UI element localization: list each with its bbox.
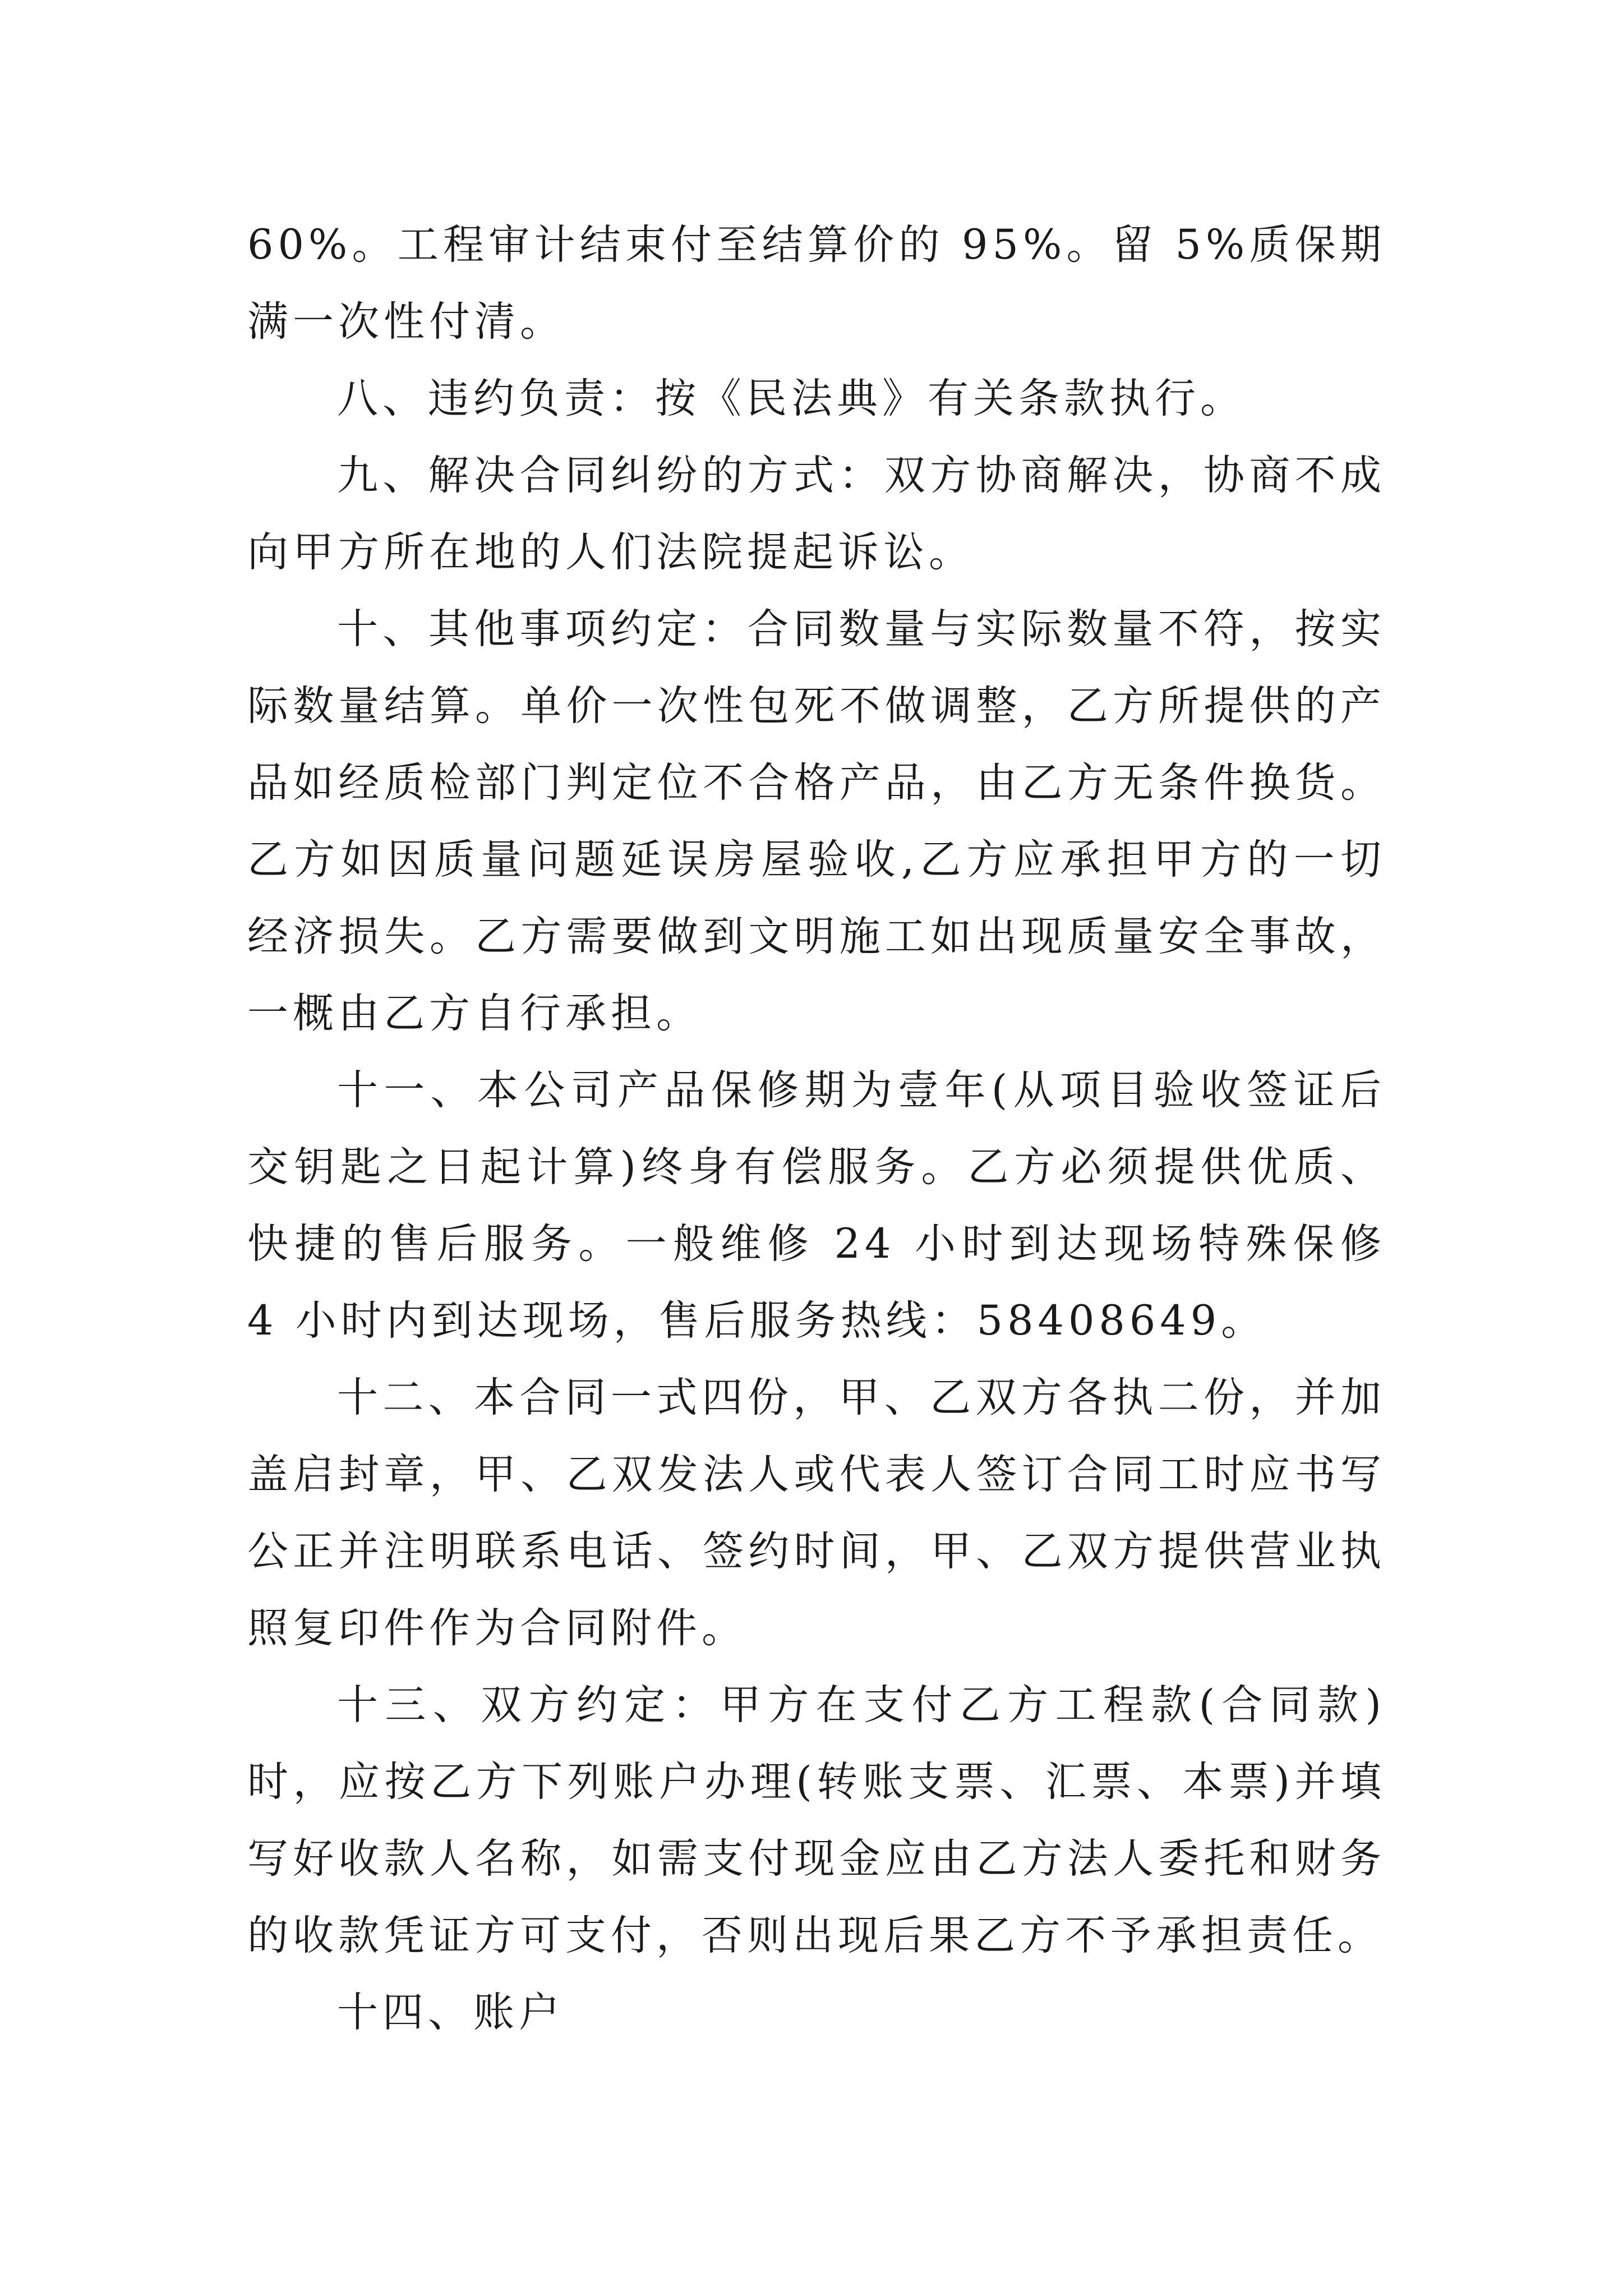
paragraph-clause-14-account: 十四、账户: [337, 1989, 564, 2036]
paragraph-clause-13-payment-method: 十三、双方约定：甲方在支付乙方工程款(合同款)时，应按乙方下列账户办理(转账支票、汇票、本票)并填写好收款人名称，如需支付现金应由乙方法人委托和财务的收款凭证方可支付，否则出现后果乙方不予承担责任。: [247, 1681, 1386, 1959]
paragraph-clause-10-other-matters: 十、其他事项约定：合同数量与实际数量不符，按实际数量结算。单价一次性包死不做调整，乙方所提供的产品如经质检部门判定位不合格产品，由乙方无条件换货。乙方如因质量问题延误房屋验收,乙方应承担甲方的一切经济损失。乙方需要做到文明施工如出现质量安全事故，一概由乙方自行承担。: [247, 605, 1386, 1037]
paragraph-clause-11-warranty: 十一、本公司产品保修期为壹年(从项目验收签证后交钥匙之日起计算)终身有偿服务。乙方必须提供优质、快捷的售后服务。一般维修 24 小时到达现场特殊保修 4 小时内到达现场，售后服务热线：58408649。: [247, 1066, 1386, 1345]
document-body: [247, 206, 1386, 2051]
paragraph-clause-12-copies: 十二、本合同一式四份，甲、乙双方各执二份，并加盖启封章，甲、乙双发法人或代表人签订合同工时应书写公正并注明联系电话、签约时间，甲、乙双方提供营业执照复印件作为合同附件。: [247, 1374, 1386, 1652]
paragraph-payment-terms-continued: 60%。工程审计结束付至结算价的 95%。留 5%质保期满一次性付清。: [247, 221, 1386, 346]
paragraph-clause-8-breach: 八、违约负责：按《民法典》有关条款执行。: [337, 375, 1246, 422]
paragraph-clause-9-disputes: 九、解决合同纠纷的方式：双方协商解决，协商不成向甲方所在地的人们法院提起诉讼。: [247, 452, 1386, 576]
